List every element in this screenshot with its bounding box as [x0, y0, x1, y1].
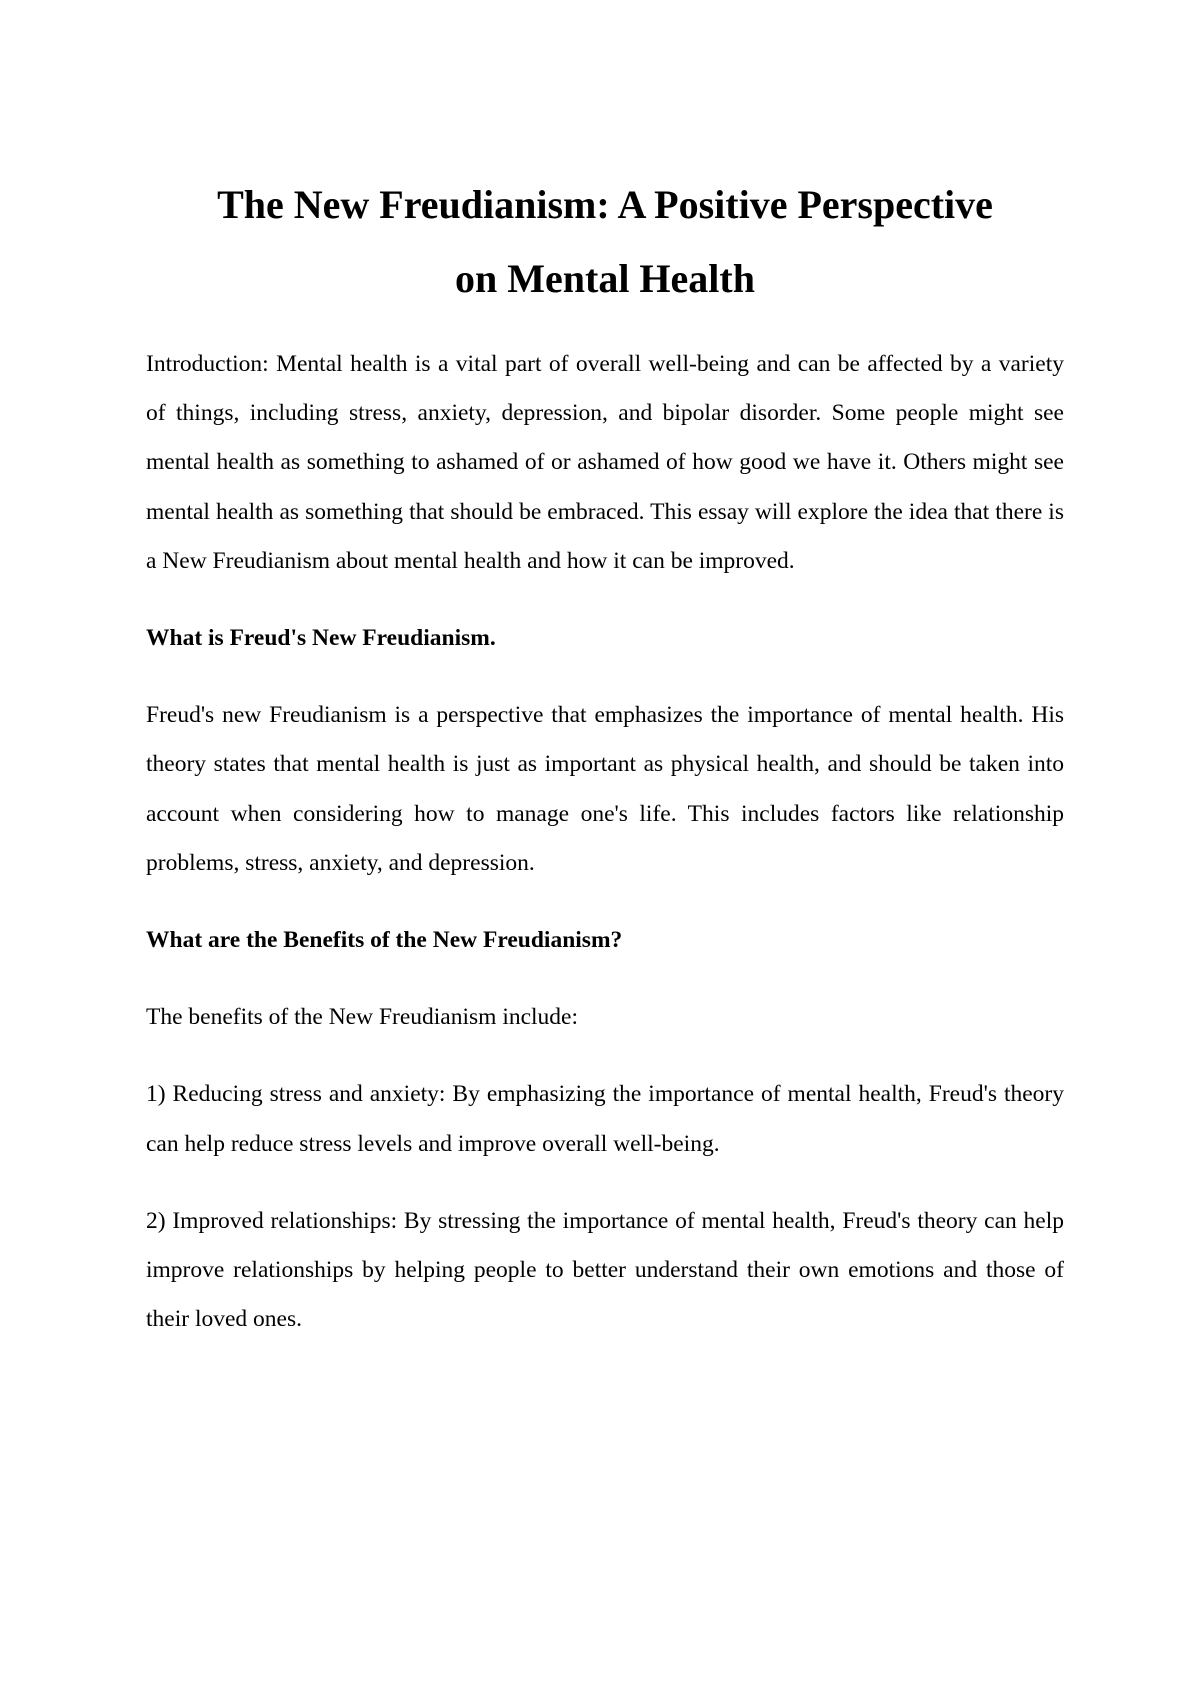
benefit-item-2: 2) Improved relationships: By stressing the importance of mental health, Freud's theory can help improve relationships by helping people to better understand their own emotions and those of their loved ones.: [146, 1207, 1064, 1333]
document-body: [146, 168, 1064, 1344]
introduction-paragraph: Introduction: Mental health is a vital part of overall well-being and can be affected by a variety of things, including stress, anxiety, depression, and bipolar disorder. Some people might see mental health as something to ashamed of or ashamed of how good we have it. Others might see mental health as something that should be embraced. This essay will explore the idea that there is a New Freudianism about mental health and how it can be improved.: [146, 351, 1064, 574]
section-heading-benefits: What are the Benefits of the New Freudianism?: [146, 927, 623, 954]
section-heading-new-freudianism: What is Freud's New Freudianism.: [146, 625, 496, 652]
benefit-item-1: 1) Reducing stress and anxiety: By emphasizing the importance of mental health, Freud's theory can help reduce stress levels and improve overall well-being.: [146, 1081, 1064, 1157]
benefits-intro-paragraph: The benefits of the New Freudianism include:: [146, 1004, 579, 1031]
title-line-2: on Mental Health: [455, 256, 755, 301]
section-paragraph-new-freudianism: Freud's new Freudianism is a perspective that emphasizes the importance of mental health. His theory states that mental health is just as important as physical health, and should be taken into account when considering how to manage one's life. This includes factors like relationship problems, stress, anxiety, and depression.: [146, 702, 1064, 876]
document-title: [146, 168, 1064, 316]
title-line-1: The New Freudianism: A Positive Perspective: [217, 182, 993, 227]
